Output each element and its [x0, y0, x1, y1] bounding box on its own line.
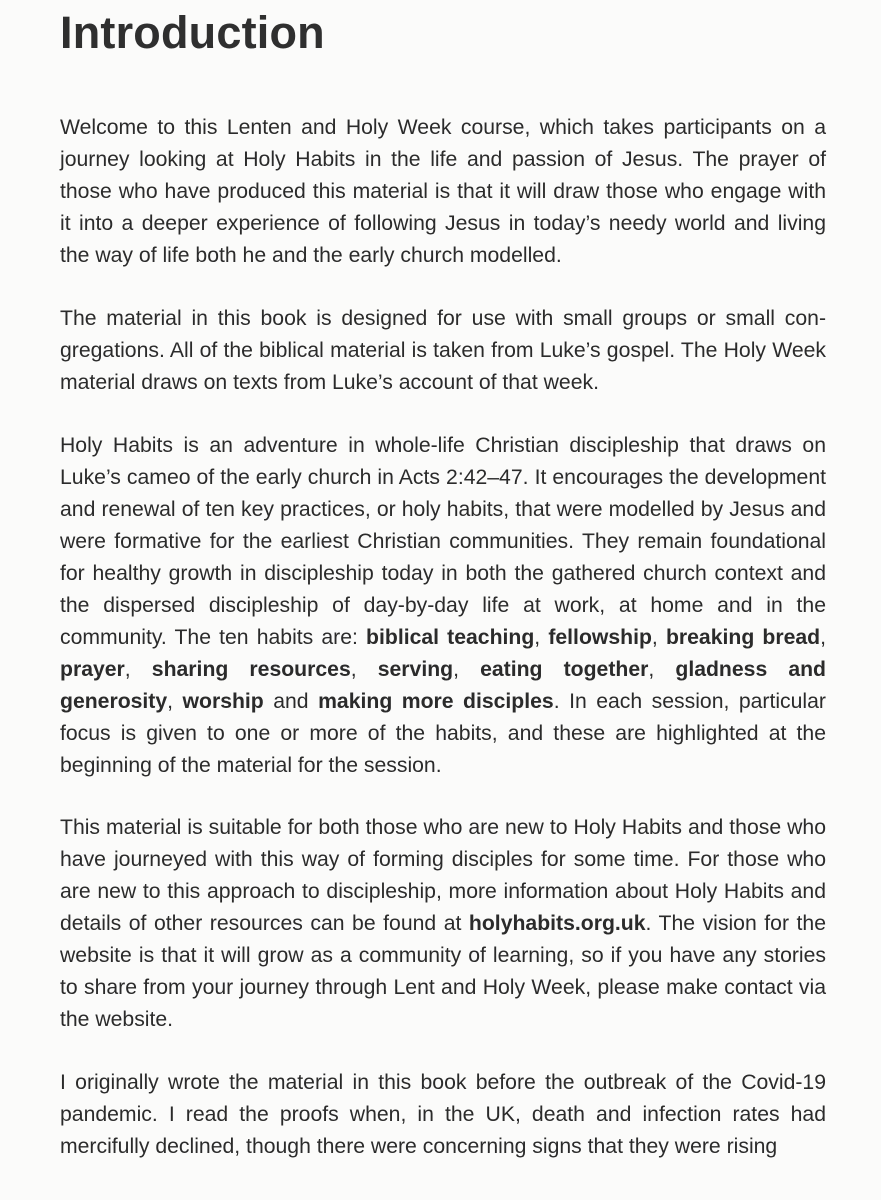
habit-eating-together: eating together	[480, 658, 649, 681]
separator: ,	[651, 626, 666, 649]
paragraph-text-after-link: . The vision for the website is that it will grow as a community of learning, so if you have any stories to share from your journey through Lent and Holy Week, please make contact via the website.	[60, 912, 826, 1031]
paragraph-covid-note: I originally wrote the material in this book before the outbreak of the Covid-19 pandemic. I read the proofs when, in the UK, death and infection rates had mercifully declined, though there were concerning signs that they were rising	[60, 1071, 826, 1158]
habit-sharing-resources: sharing resources	[151, 658, 351, 681]
habit-fellowship: fellowship	[548, 626, 652, 649]
paragraph-welcome: Welcome to this Lenten and Holy Week course, which takes participants on a journey looking at Holy Habits in the life and passion of Jesus. The prayer of those who have produced this material is that it will draw those who engage with it into a deeper experience of following Jesus in today’s needy world and living the way of life both he and the early church modelled.	[60, 116, 826, 267]
separator: ,	[350, 658, 378, 681]
separator: ,	[167, 690, 183, 713]
habit-serving: serving	[377, 658, 454, 681]
separator: ,	[124, 658, 152, 681]
paragraph-text-before-link: This material is suitable for both those who are new to Holy Habits and those who have journeyed with this way of forming disciples for some time. For those who are new to this approach to discipleship, more information about Holy Habits and details of other resources can be found at	[60, 816, 826, 935]
website-link[interactable]: holyhabits.org.uk	[468, 912, 646, 935]
paragraph-material-design: The material in this book is designed for use with small groups or small congregations. All of the biblical material is taken from Luke’s gospel. The Holy Week material draws on texts from Luke’s account of that week.	[60, 307, 826, 394]
habit-breaking-bread: breaking bread	[665, 626, 821, 649]
paragraph-intro-text: Holy Habits is an adventure in whole-life Christian discipleship that draws on Luke’s cameo of the early church in Acts 2:42–47. It encourages the development and renewal of ten key practices, or holy habits, that were modelled by Jesus and were formative for the earliest Christian communities. They remain foundational for healthy growth in discipleship today in both the gathered church context and the dispersed discipleship of day-by-day life at work, at home and in the community. The ten habits are:	[60, 434, 826, 649]
separator: and	[263, 690, 319, 713]
habit-biblical-teaching: biblical teaching	[366, 626, 535, 649]
paragraph-holy-habits	[60, 430, 826, 782]
habit-prayer: prayer	[60, 658, 125, 681]
separator: ,	[453, 658, 481, 681]
paragraph-outro-text: . In each session, particular focus is given to one or more of the habits, and these are highlighted at the beginning of the material for the session.	[60, 690, 826, 777]
paragraph-suitability	[60, 812, 826, 1036]
separator: ,	[534, 626, 549, 649]
habit-making-more-disciples: making more disciples	[318, 690, 554, 713]
habit-gladness-and-generosity: gladness and generosity	[60, 658, 826, 713]
habit-worship: worship	[182, 690, 264, 713]
page-title: Introduction	[60, 7, 325, 58]
separator: ,	[648, 658, 676, 681]
separator: ,	[820, 626, 826, 649]
